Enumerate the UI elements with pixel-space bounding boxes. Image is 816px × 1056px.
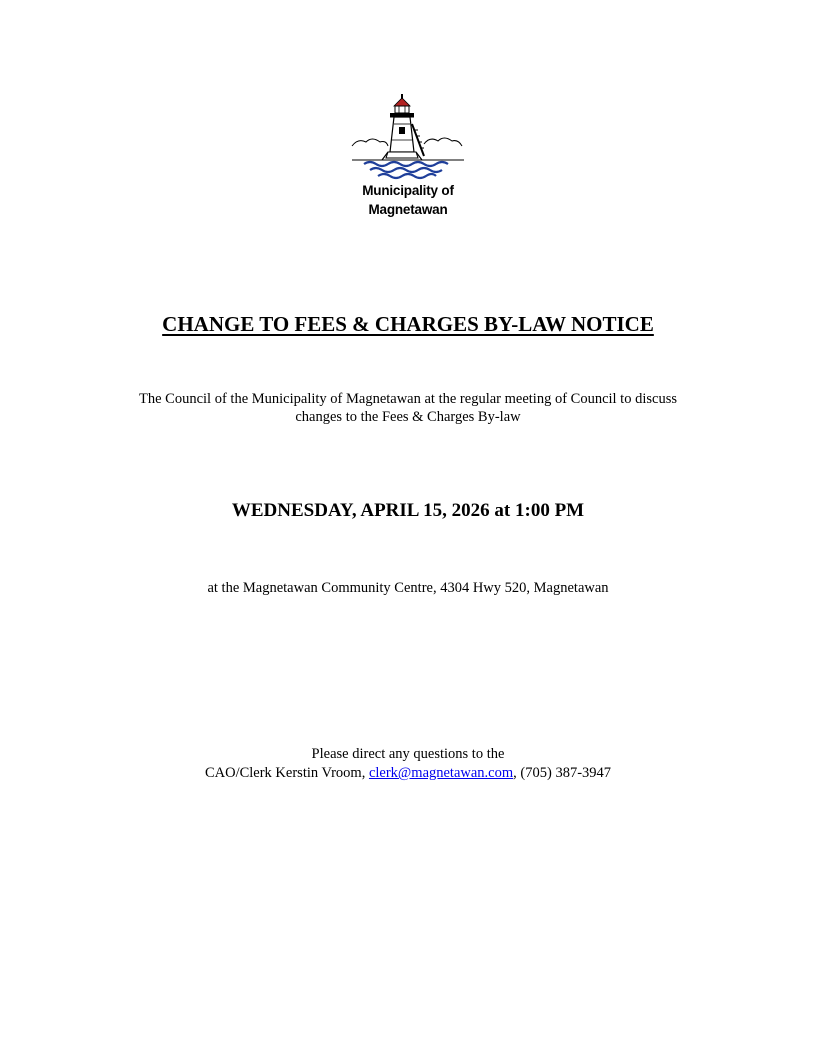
lighthouse-icon xyxy=(348,94,468,184)
clerk-email-link[interactable]: clerk@magnetawan.com xyxy=(368,765,514,781)
municipality-logo xyxy=(348,94,468,224)
contact-suffix: , (705) 387-3947 xyxy=(513,765,612,781)
meeting-datetime: WEDNESDAY, APRIL 15, 2026 at 1:00 PM xyxy=(231,500,585,521)
notice-intro xyxy=(0,390,816,426)
notice-title: CHANGE TO FEES & CHARGES BY-LAW NOTICE xyxy=(162,312,654,336)
meeting-location: at the Magnetawan Community Centre, 4304 Hwy 520, Magnetawan xyxy=(207,580,609,596)
logo-text-line2: Magnetawan xyxy=(368,202,448,217)
notice-intro-line1: The Council of the Municipality of Magnetawan at the regular meeting of Council to discuss xyxy=(139,391,677,407)
contact-line2 xyxy=(0,764,816,783)
notice-intro-line2: changes to the Fees & Charges By-law xyxy=(295,409,521,425)
logo-text-line1: Municipality of xyxy=(362,183,454,198)
contact-block xyxy=(0,745,816,783)
contact-line1: Please direct any questions to the xyxy=(311,746,505,762)
contact-prefix: CAO/Clerk Kerstin Vroom, xyxy=(204,765,369,781)
